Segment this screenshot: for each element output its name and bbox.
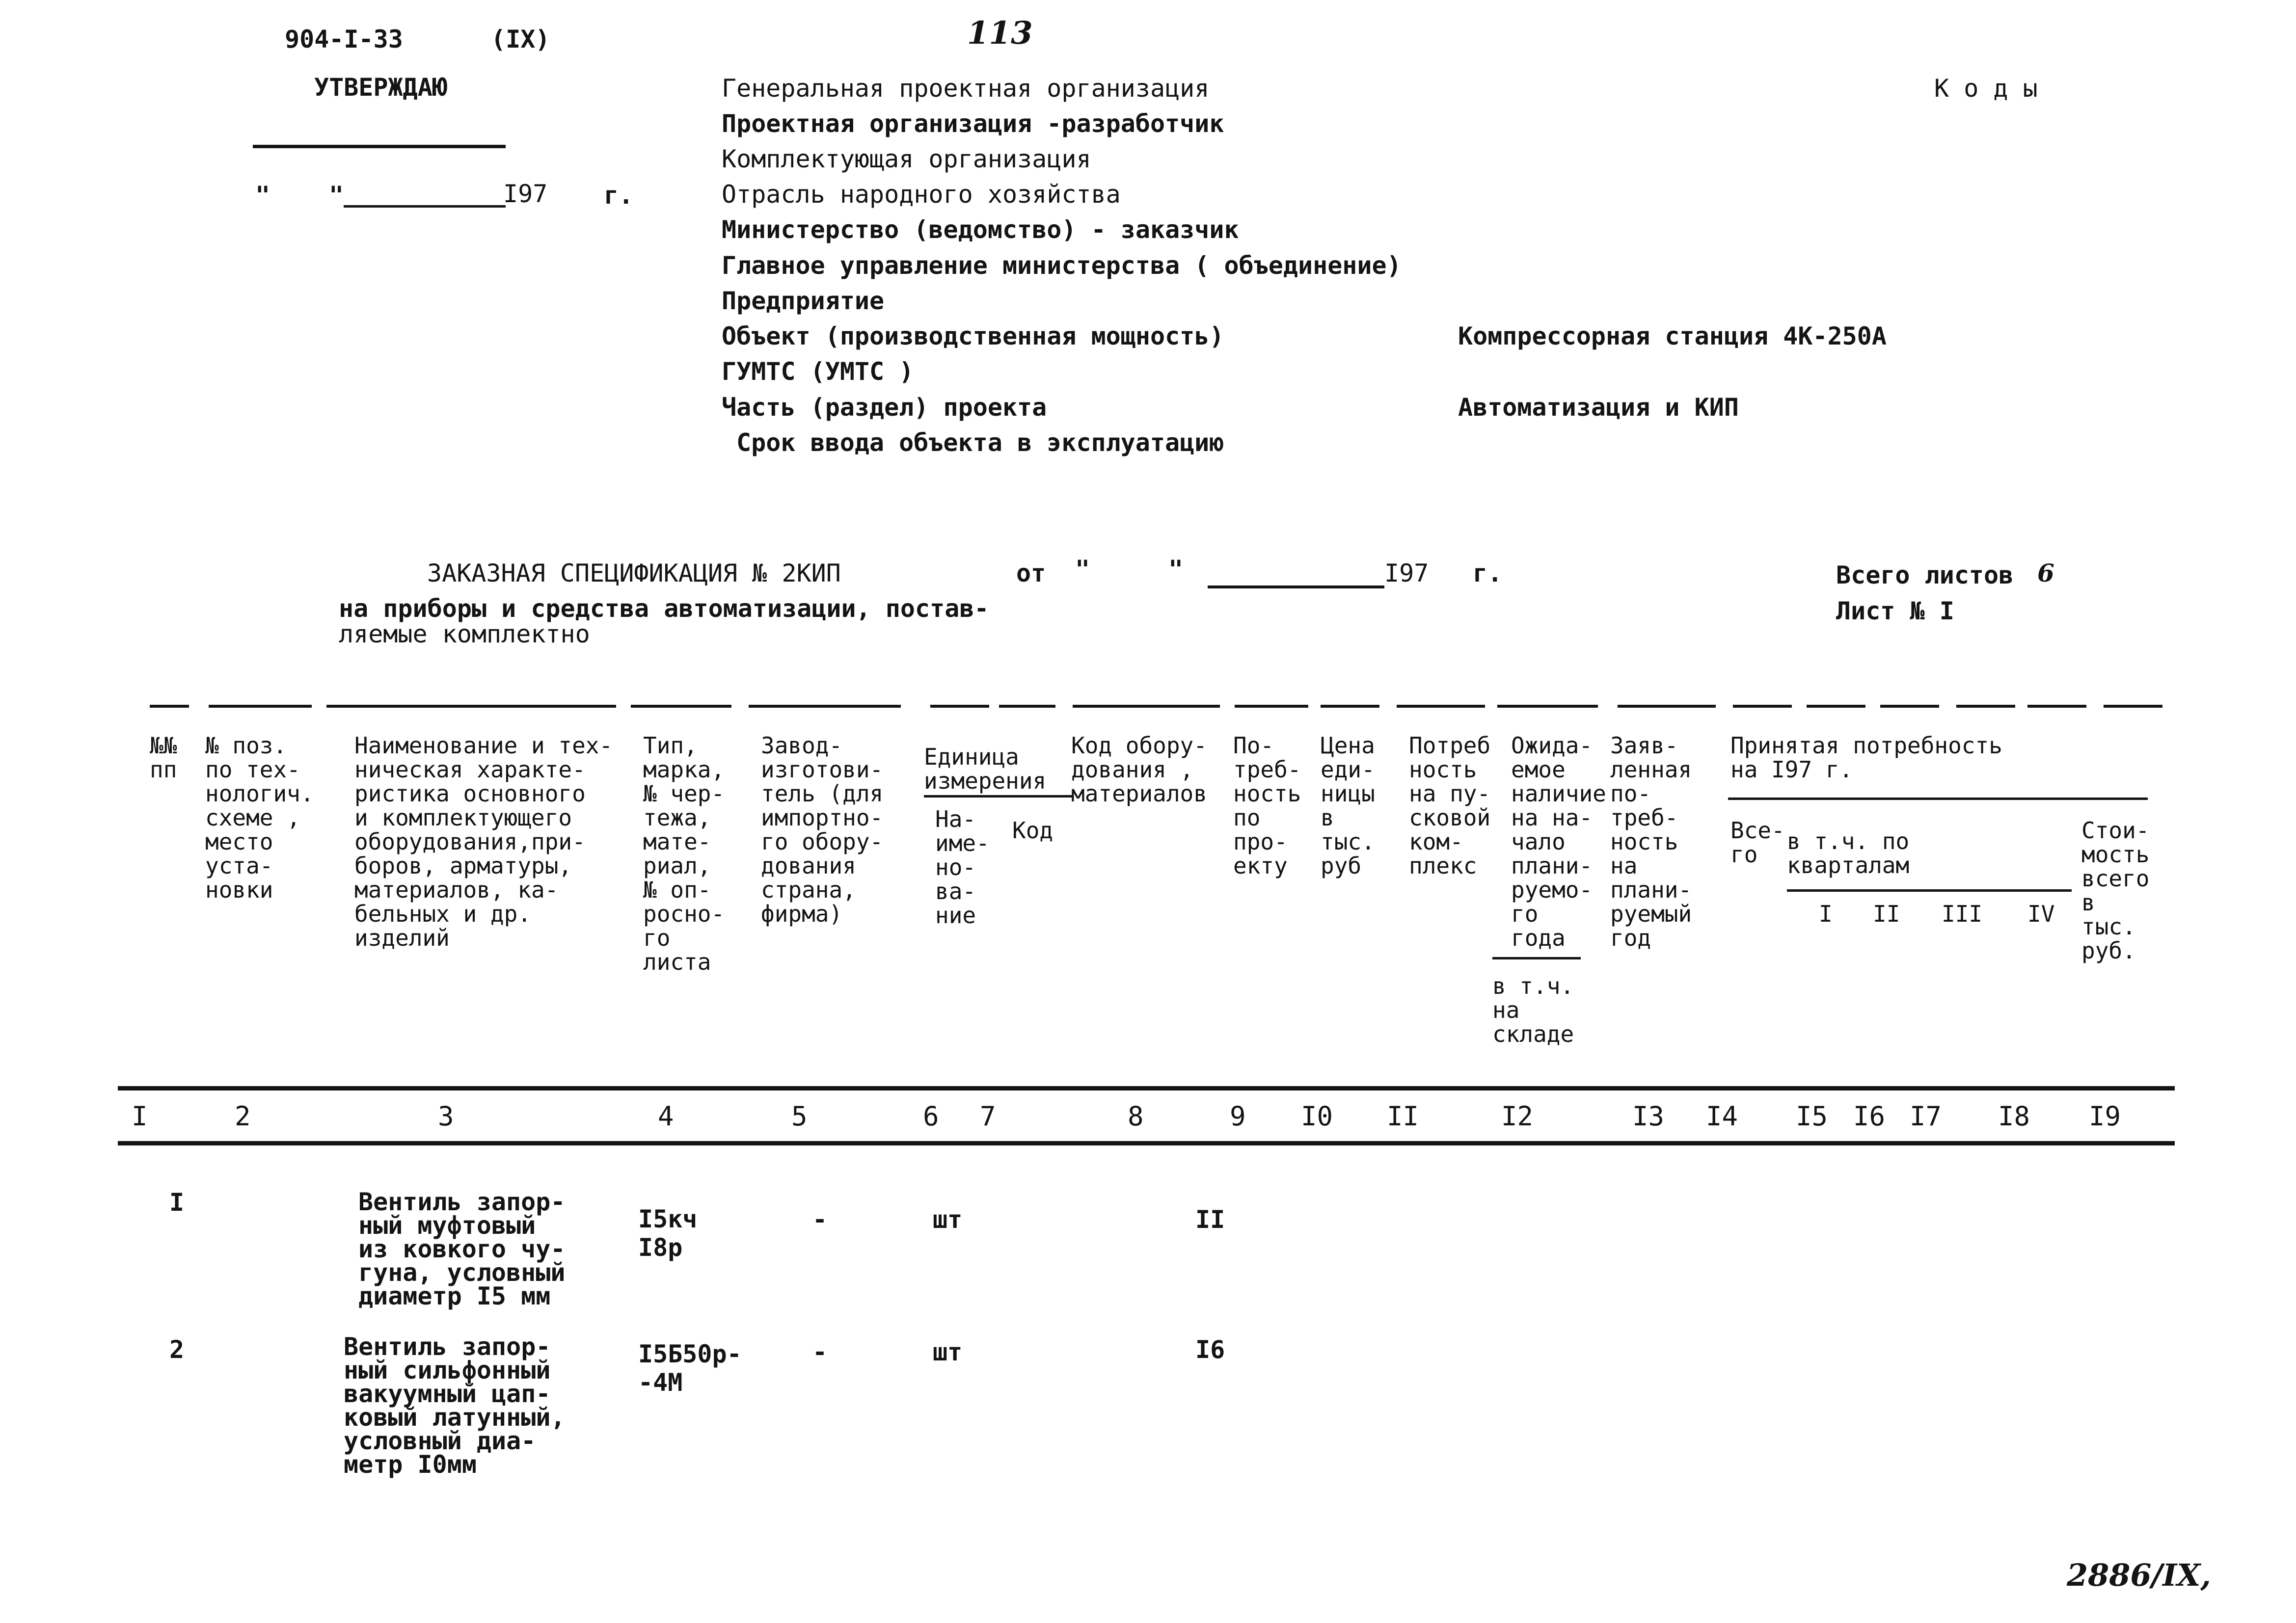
header-quarters-label: в т.ч. по кварталам	[1787, 828, 1910, 878]
item-manufacturer: -	[812, 1338, 828, 1366]
spec-subtitle-line1: на приборы и средства автоматизации, постав-	[339, 594, 989, 623]
header-quarter-4: IV	[2027, 901, 2055, 927]
spec-from: от	[1016, 559, 1046, 587]
spec-date-quote-open: "	[1075, 555, 1090, 584]
header-in-warehouse: в т.ч. на складе	[1492, 973, 1574, 1047]
column-number: I3	[1632, 1101, 1665, 1132]
org-part: Часть (раздел) проекта	[722, 393, 1047, 422]
org-industry: Отрасль народного хозяйства	[722, 180, 1121, 209]
sheet-number: Лист № I	[1836, 597, 1954, 625]
approve-date-line	[344, 205, 506, 208]
item-quantity: I6	[1195, 1335, 1225, 1364]
item-quantity: II	[1195, 1205, 1225, 1234]
album-number: (IX)	[491, 25, 550, 53]
approve-date-quote-close: "	[329, 181, 344, 210]
signature-stamp: 2886/IX,	[2067, 1557, 2211, 1593]
org-enterprise: Предприятие	[722, 287, 885, 315]
org-commissioning: Срок ввода объекта в эксплуатацию	[736, 428, 1224, 457]
header-accepted-divider	[1728, 798, 2148, 800]
total-sheets-value: 6	[2037, 559, 2054, 587]
header-equipment-code: Код обору- дования , материалов	[1071, 732, 1207, 807]
header-quarters-divider	[1787, 889, 2072, 892]
header-total: Все- го	[1730, 817, 1785, 868]
approve-year: I97	[503, 180, 548, 208]
header-name: Наименование и тех- ническая характе- ристика основного и комплектующего оборудования,при- боров, арматуры, материалов, ка- бельных и др. изделий	[354, 732, 613, 951]
object-value: Компрессорная станция 4К-250А	[1458, 322, 1887, 350]
column-number: I4	[1706, 1101, 1738, 1132]
header-startup-need: Потреб ность на пу- сковой ком- плекс	[1409, 732, 1491, 879]
column-number: I2	[1501, 1101, 1534, 1132]
item-manufacturer: -	[812, 1205, 828, 1234]
header-position: № поз. по тех- нологич. схеме , место уста- новки	[205, 732, 314, 903]
header-type: Тип, марка, № чер- тежа, мате- риал, № оп- росно- го листа	[643, 732, 725, 975]
item-type: I5Б50р- -4М	[638, 1340, 742, 1397]
spec-year: I97	[1384, 559, 1429, 587]
column-number: 6	[923, 1101, 939, 1132]
approve-label: УТВЕРЖДАЮ	[314, 73, 447, 102]
org-designer: Проектная организация -разработчик	[722, 109, 1224, 138]
row-number: 2	[169, 1335, 185, 1364]
column-number: 5	[791, 1101, 808, 1132]
table-header-bottom-border	[118, 1086, 2175, 1091]
column-number: I0	[1301, 1101, 1333, 1132]
item-name: Вентиль запор- ный муфтовый из ковкого чу- гуна, условный диаметр I5 мм	[358, 1188, 566, 1310]
header-quarter-2: II	[1873, 901, 1900, 927]
header-declared-need: Заяв- ленная по- треб- ность на плани- руемый год	[1610, 732, 1692, 951]
header-accepted-group: Принятая потребность на I97 г.	[1730, 732, 2002, 783]
header-row-number: №№ пп	[150, 732, 177, 783]
item-unit: шт	[933, 1338, 963, 1366]
header-quarter-3: III	[1942, 901, 1983, 927]
spec-date-line	[1208, 585, 1384, 588]
column-number: 7	[980, 1101, 996, 1132]
org-completing: Комплектующая организация	[722, 145, 1091, 173]
org-general-design: Генеральная проектная организация	[722, 74, 1210, 103]
column-number: 8	[1128, 1101, 1144, 1132]
codes-label: К о д ы	[1934, 74, 2038, 103]
column-number: 3	[438, 1101, 454, 1132]
header-project-need: По- треб- ность по про- екту	[1233, 732, 1301, 879]
item-unit: шт	[933, 1205, 963, 1234]
header-unit-name: На- име- но- ва- ние	[935, 806, 990, 929]
column-number: I5	[1796, 1101, 1828, 1132]
column-number: I9	[2089, 1101, 2121, 1132]
header-unit-divider	[924, 795, 1074, 798]
column-number: I6	[1853, 1101, 1886, 1132]
page-number: 113	[967, 15, 1033, 52]
column-number: 2	[235, 1101, 251, 1132]
header-manufacturer: Завод- изготови- тель (для импортно- го обору- дования страна, фирма)	[761, 732, 884, 927]
part-value: Автоматизация и КИП	[1458, 393, 1739, 422]
total-sheets-label: Всего листов	[1836, 561, 2014, 589]
header-quarter-1: I	[1819, 901, 1833, 927]
column-number: 4	[658, 1101, 674, 1132]
spec-title: ЗАКАЗНАЯ СПЕЦИФИКАЦИЯ № 2КИП	[427, 559, 841, 587]
header-stock-divider	[1492, 957, 1581, 959]
approve-year-suffix: г.	[604, 181, 634, 210]
item-type: I5кч I8р	[638, 1205, 698, 1262]
spec-date-quote-close: "	[1168, 555, 1184, 584]
org-main-directorate: Главное управление министерства ( объединение)	[722, 251, 1402, 280]
header-expected-stock: Ожида- емое наличие на на- чало плани- руемо- го года	[1511, 732, 1606, 951]
org-gumts: ГУМТС (УМТС )	[722, 357, 914, 386]
spec-subtitle-line2: ляемые комплектно	[339, 620, 590, 648]
column-number: I7	[1910, 1101, 1942, 1132]
header-unit-code: Код	[1012, 817, 1053, 844]
org-object: Объект (производственная мощность)	[722, 322, 1224, 350]
column-number: 9	[1230, 1101, 1246, 1132]
item-name: Вентиль запор- ный сильфонный вакуумный цап- ковый латунный, условный диа- метр I0мм	[344, 1332, 566, 1479]
header-unit-price: Цена еди- ницы в тыс. руб	[1321, 732, 1375, 879]
org-ministry: Министерство (ведомство) - заказчик	[722, 215, 1239, 244]
column-number: I8	[1998, 1101, 2030, 1132]
column-number: I	[132, 1101, 148, 1132]
row-number: I	[169, 1188, 185, 1217]
approve-signature-line	[253, 145, 506, 148]
header-cost-total: Стои- мость всего в тыс. руб.	[2081, 817, 2150, 964]
approve-date-quote-open: "	[255, 181, 270, 210]
project-code: 904-I-33	[285, 25, 403, 53]
column-number: II	[1387, 1101, 1419, 1132]
table-column-numbers-border	[118, 1141, 2175, 1145]
spec-year-suffix: г.	[1473, 559, 1503, 587]
header-unit-group: Единица измерения	[924, 744, 1047, 794]
